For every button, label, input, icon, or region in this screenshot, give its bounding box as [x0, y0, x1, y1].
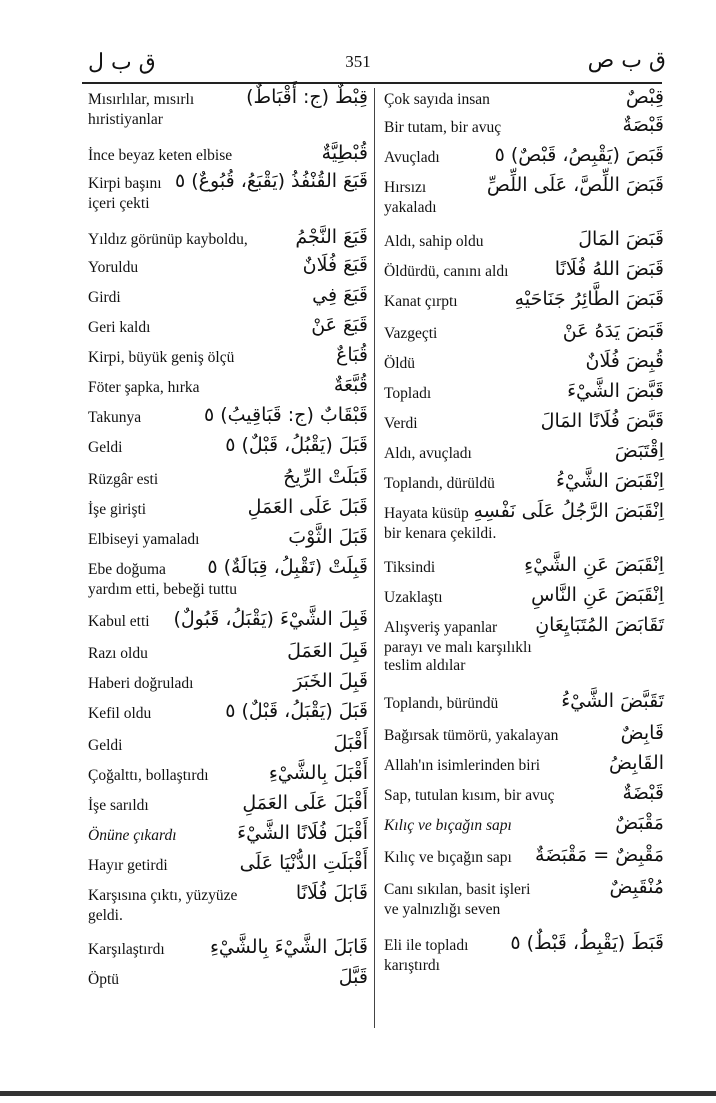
definition-continuation: içeri çekti	[88, 195, 150, 212]
arabic-headword: قُبَاعٌ	[336, 344, 368, 366]
arabic-headword: قَبْضَةٌ	[622, 782, 664, 804]
dictionary-entry	[384, 410, 664, 439]
arabic-headword: قُبِضَ فُلَانٌ	[585, 350, 664, 372]
dictionary-entry	[88, 496, 368, 525]
dictionary-entry	[384, 614, 664, 679]
dictionary-entry	[384, 380, 664, 409]
arabic-headword: قَبَّلَ	[338, 966, 368, 988]
dictionary-entry	[88, 226, 368, 255]
dictionary-entry	[88, 434, 368, 463]
dictionary-entry	[88, 142, 368, 171]
arabic-headword: قَبَلَتْ الرِّيحُ	[283, 466, 368, 488]
turkish-definition: Tiksindi	[384, 559, 436, 576]
arabic-headword: قِبْصٌ	[625, 86, 664, 108]
dictionary-entry	[384, 114, 664, 143]
turkish-definition: Topladı	[384, 385, 432, 402]
arabic-headword: قَبَضَ يَدَهُ عَنْ	[562, 320, 664, 342]
definition-continuation: teslim aldılar	[384, 657, 466, 674]
arabic-headword: اِنْقَبَضَ عَنِ الشَّيْءِ	[524, 554, 664, 576]
arabic-headword: قُبْطِيَّةٌ	[321, 142, 368, 164]
dictionary-entry	[384, 258, 664, 287]
turkish-definition: Öptü	[88, 971, 119, 988]
turkish-definition: İşe girişti	[88, 501, 147, 518]
arabic-headword: قَبَطَ (يَقْبِطُ، قَبْطٌ) ٥	[510, 932, 664, 954]
definition-continuation: yakaladı	[384, 199, 437, 216]
arabic-headword: تَقَبَّضَ الشَّيْءُ	[561, 690, 664, 712]
arabic-headword: قَبَلَ عَلَى العَمَلِ	[247, 496, 368, 518]
turkish-definition: Rüzgâr esti	[88, 471, 159, 488]
turkish-definition: Kabul etti	[88, 613, 150, 630]
arabic-headword: قَبَضَ اللهُ فُلَانًا	[554, 258, 664, 280]
turkish-definition: Toplandı, dürüldü	[384, 475, 495, 492]
turkish-definition: İşe sarıldı	[88, 797, 149, 814]
dictionary-entry	[88, 966, 368, 995]
header-right-root: ق ب ص	[587, 48, 666, 73]
turkish-definition: Kanat çırptı	[384, 293, 458, 310]
dictionary-entry	[384, 584, 664, 613]
turkish-definition: Hayır getirdi	[88, 857, 168, 874]
turkish-definition: Avuçladı	[384, 149, 440, 166]
turkish-definition: Yoruldu	[88, 259, 139, 276]
dictionary-entry	[384, 844, 664, 873]
dictionary-entry	[88, 254, 368, 283]
turkish-definition: Öldürdü, canını aldı	[384, 263, 509, 280]
turkish-definition: Bir tutam, bir avuç	[384, 119, 502, 136]
dictionary-entry	[384, 174, 664, 221]
turkish-definition: Aldı, avuçladı	[384, 445, 472, 462]
dictionary-entry	[384, 812, 664, 841]
turkish-definition: Alışveriş yapanlar	[384, 619, 498, 636]
turkish-definition: Önüne çıkardı	[88, 827, 177, 844]
definition-continuation: yardım etti, bebeği tuttu	[88, 581, 237, 598]
arabic-headword: قَبِلَتْ (تَقْبِلُ، قِبَالَةٌ) ٥	[207, 556, 368, 578]
turkish-definition: Çok sayıda insan	[384, 91, 490, 108]
dictionary-entry	[384, 690, 664, 719]
turkish-definition: Geldi	[88, 737, 123, 754]
dictionary-entry	[88, 936, 368, 965]
arabic-headword: تَقَابَضَ المُتَبَايِعَانِ	[535, 614, 664, 636]
definition-continuation: ve yalnızlığı seven	[384, 901, 501, 918]
dictionary-entry	[384, 86, 664, 115]
arabic-headword: اِنْقَبَضَ عَنِ النَّاسِ	[531, 584, 664, 606]
dictionary-entry	[384, 932, 664, 979]
arabic-headword: قَبِلَ الشَّيْءَ (يَقْبَلُ، قَبُولٌ)	[173, 608, 368, 630]
arabic-headword: قَبَلَ (يَقْبَلُ، قَبْلٌ) ٥	[225, 700, 368, 722]
turkish-definition: Takunya	[88, 409, 142, 426]
turkish-definition: Verdi	[384, 415, 418, 432]
arabic-headword: قَبَضَ الطَّائِرُ جَنَاحَيْهِ	[514, 288, 664, 310]
dictionary-entry	[384, 228, 664, 257]
arabic-headword: أَقْبَلَ بِالشَّيْءِ	[268, 762, 368, 784]
arabic-headword: اِنْقَبَضَ الشَّيْءُ	[555, 470, 664, 492]
bottom-rule	[0, 1091, 716, 1096]
dictionary-entry	[384, 440, 664, 469]
arabic-headword: قَبْقَابٌ (ج: قَبَاقِيبُ) ٥	[203, 404, 368, 426]
turkish-definition: Elbiseyi yamaladı	[88, 531, 200, 548]
arabic-headword: قَبْصَةٌ	[622, 114, 664, 136]
arabic-headword: أَقْبَلَ فُلَانًا الشَّيْءَ	[237, 822, 368, 844]
turkish-definition: Vazgeçti	[384, 325, 438, 342]
turkish-definition: Kılıç ve bıçağın sapı	[384, 817, 512, 834]
arabic-headword: قَبَلَ الثَّوْبَ	[288, 526, 368, 548]
arabic-headword: قَبَّضَ الشَّيْءَ	[567, 380, 664, 402]
dictionary-entry	[88, 640, 368, 669]
turkish-definition: Kirpi, büyük geniş ölçü	[88, 349, 235, 366]
dictionary-entry	[88, 86, 368, 133]
turkish-definition: Uzaklaştı	[384, 589, 443, 606]
turkish-definition: Haberi doğruladı	[88, 675, 194, 692]
arabic-headword: اِنْقَبَضَ الرَّجُلُ عَلَى نَفْسِهِ	[473, 500, 664, 522]
arabic-headword: أَقْبَلَ عَلَى العَمَلِ	[242, 792, 368, 814]
dictionary-entry	[88, 852, 368, 881]
dictionary-entry	[88, 732, 368, 761]
dictionary-entry	[88, 556, 368, 603]
dictionary-entry	[88, 526, 368, 555]
definition-continuation: geldi.	[88, 907, 123, 924]
dictionary-entry	[384, 722, 664, 751]
arabic-headword: قَبَعَ عَنْ	[311, 314, 368, 336]
turkish-definition: Öldü	[384, 355, 415, 372]
turkish-definition: Kefil oldu	[88, 705, 152, 722]
dictionary-entry	[384, 500, 664, 547]
arabic-headword: أَقْبَلَ	[333, 732, 368, 754]
arabic-headword: قَبَعَ النَّجْمُ	[295, 226, 368, 248]
turkish-definition: İnce beyaz keten elbise	[88, 147, 233, 164]
turkish-definition: Karşısına çıktı, yüzyüze	[88, 887, 238, 904]
turkish-definition: Toplandı, büründü	[384, 695, 499, 712]
arabic-headword: قَبَلَ (يَقْبُلُ، قَبْلٌ) ٥	[225, 434, 368, 456]
turkish-definition: Kılıç ve bıçağın sapı	[384, 849, 512, 866]
turkish-definition: Karşılaştırdı	[88, 941, 165, 958]
dictionary-entry	[88, 344, 368, 373]
page-number: 351	[345, 52, 371, 71]
dictionary-entry	[384, 350, 664, 379]
turkish-definition: Çoğalttı, bollaştırdı	[88, 767, 209, 784]
dictionary-entry	[88, 284, 368, 313]
dictionary-entry	[88, 170, 368, 217]
turkish-definition: Eli ile topladı	[384, 937, 469, 954]
turkish-definition: Föter şapka, hırka	[88, 379, 200, 396]
dictionary-entry	[88, 882, 368, 929]
dictionary-entry	[384, 288, 664, 317]
turkish-definition: Hırsızı	[384, 179, 427, 196]
turkish-definition: Yıldız görünüp kayboldu,	[88, 231, 248, 248]
arabic-headword: قَبَعَ فُلَانٌ	[302, 254, 368, 276]
dictionary-entry	[384, 752, 664, 781]
arabic-headword: مَقْبَضٌ	[615, 812, 664, 834]
arabic-headword: أَقْبَلَتِ الدُّنْيَا عَلَى	[239, 852, 368, 874]
turkish-definition: Sap, tutulan kısım, bir avuç	[384, 787, 555, 804]
turkish-definition: Aldı, sahip oldu	[384, 233, 484, 250]
arabic-headword: قَابَلَ الشَّيْءَ بِالشَّيْءِ	[209, 936, 368, 958]
arabic-headword: قَبَعَ فِي	[312, 284, 368, 306]
dictionary-entry	[88, 762, 368, 791]
turkish-definition: Kirpi başını	[88, 175, 162, 192]
turkish-definition: Ebe doğuma	[88, 561, 166, 578]
page-header	[0, 42, 716, 82]
dictionary-entry	[88, 700, 368, 729]
header-left-root: ق ب ل	[88, 50, 156, 75]
header-rule	[82, 82, 662, 84]
dictionary-entry	[88, 822, 368, 851]
turkish-definition: Geri kaldı	[88, 319, 151, 336]
dictionary-entry	[88, 404, 368, 433]
arabic-headword: مَقْبِضٌ = مَقْبَضَةٌ	[535, 844, 664, 866]
arabic-headword: قَبَضَ اللِّصَّ، عَلَى اللِّصِّ	[486, 174, 664, 196]
definition-continuation: bir kenara çekildi.	[384, 525, 497, 542]
dictionary-entry	[88, 374, 368, 403]
definition-continuation: hıristiyanlar	[88, 111, 163, 128]
dictionary-entry	[88, 314, 368, 343]
dictionary-entry	[384, 876, 664, 923]
definition-continuation: karıştırdı	[384, 957, 440, 974]
turkish-definition: Mısırlılar, mısırlı	[88, 91, 195, 108]
arabic-headword: قَابِضٌ	[620, 722, 664, 744]
arabic-headword: مُنْقَبِضٌ	[609, 876, 664, 898]
arabic-headword: قِبْطٌ (ج: أَقْبَاطٌ)	[246, 86, 368, 108]
dictionary-entry	[384, 320, 664, 349]
dictionary-entry	[384, 470, 664, 499]
turkish-definition: Allah'ın isimlerinden biri	[384, 757, 541, 774]
arabic-headword: قَبَضَ المَالَ	[578, 228, 664, 250]
arabic-headword: قَبَّضَ فُلَانًا المَالَ	[540, 410, 664, 432]
turkish-definition: Geldi	[88, 439, 123, 456]
dictionary-entry	[88, 792, 368, 821]
arabic-headword: قَبَصَ (يَقْبِصُ، قَبْصٌ) ٥	[494, 144, 664, 166]
turkish-definition: Razı oldu	[88, 645, 148, 662]
dictionary-entry	[88, 466, 368, 495]
arabic-headword: قَابَلَ فُلَانًا	[295, 882, 368, 904]
turkish-definition: Bağırsak tümörü, yakalayan	[384, 727, 559, 744]
definition-continuation: parayı ve malı karşılıklı	[384, 639, 532, 656]
arabic-headword: قَبَعَ القُنْفُذُ (يَقْبَعُ، قُبُوعٌ) ٥	[175, 170, 368, 192]
arabic-headword: اِقْتَبَضَ	[614, 440, 664, 462]
turkish-definition: Hayata küsüp	[384, 505, 469, 522]
turkish-definition: Girdi	[88, 289, 121, 306]
dictionary-entry	[384, 782, 664, 811]
dictionary-entry	[384, 554, 664, 583]
dictionary-entry	[88, 608, 368, 637]
arabic-headword: قَبِلَ العَمَلَ	[287, 640, 368, 662]
arabic-headword: القَابِضُ	[608, 752, 664, 774]
arabic-headword: قَبِلَ الخَبَرَ	[293, 670, 368, 692]
dictionary-entry	[88, 670, 368, 699]
dictionary-entry	[384, 144, 664, 173]
turkish-definition: Canı sıkılan, basit işleri	[384, 881, 531, 898]
column-divider	[374, 88, 375, 1028]
arabic-headword: قُبَّعَةٌ	[333, 374, 368, 396]
